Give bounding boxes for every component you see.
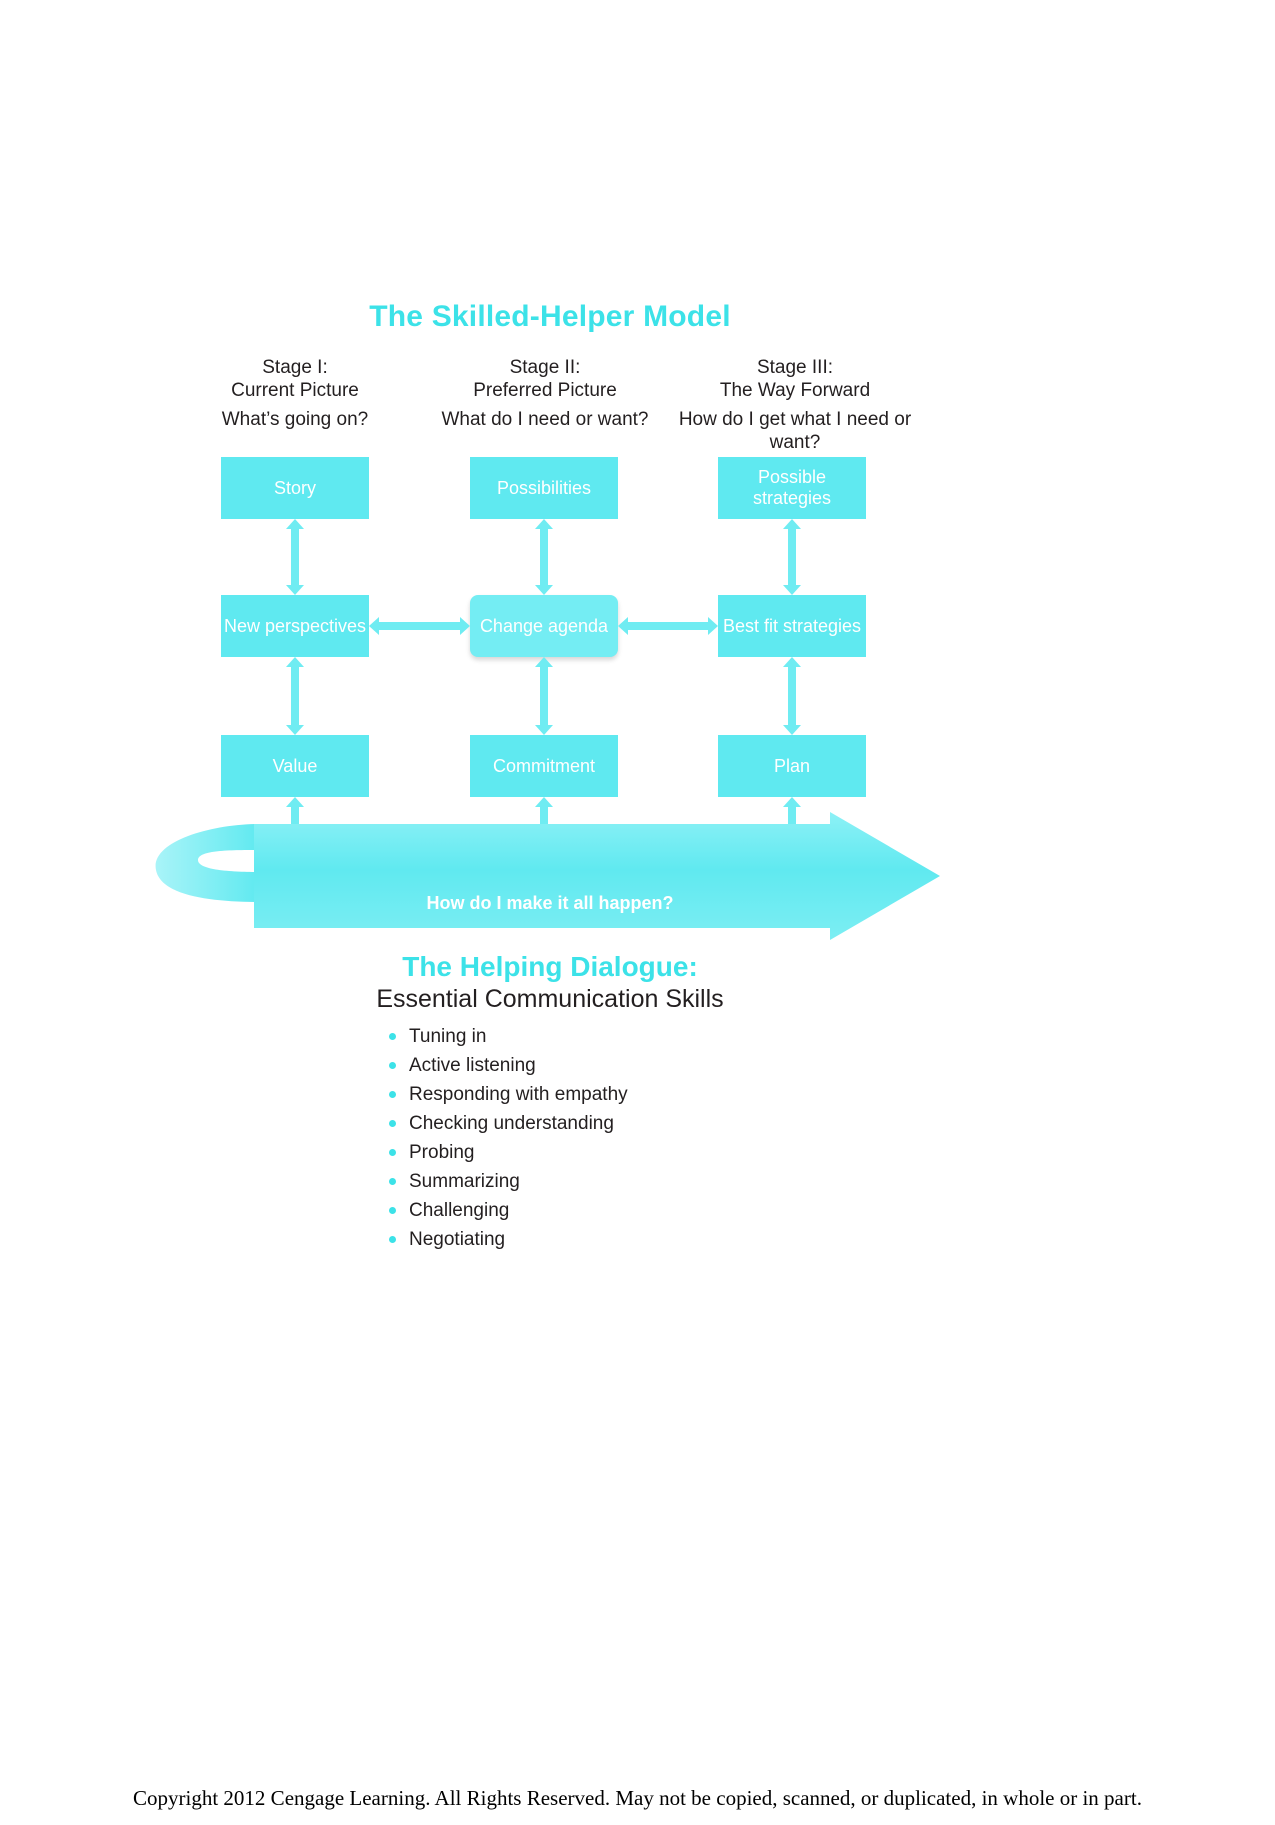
node-possible-strategies: Possible strategies <box>718 457 866 519</box>
stage-name-3: The Way Forward <box>719 380 871 401</box>
ribbon-tail <box>156 824 260 902</box>
list-item <box>385 1167 805 1196</box>
arrow-head-down-icon <box>286 725 304 735</box>
stage-question-1: What’s going on? <box>221 409 369 430</box>
arrow-head-right-icon <box>460 617 470 635</box>
stage-question-2: What do I need or want? <box>441 409 649 430</box>
node-story: Story <box>221 457 369 519</box>
ribbon-body <box>254 812 940 940</box>
skills-list <box>385 1022 805 1254</box>
copyright-footer: Copyright 2012 Cengage Learning. All Rights Reserved. May not be copied, scanned, or duplicated, in whole or in part. <box>133 1786 1142 1810</box>
arrow-possiblestrategies-bestfit <box>783 519 801 595</box>
ribbon-arrow-shape <box>150 812 950 952</box>
arrow-head-down-icon <box>783 585 801 595</box>
arrow-story-newperspectives <box>286 519 304 595</box>
arrow-shaft <box>788 666 796 726</box>
stage-label-3: Stage III: <box>756 357 834 378</box>
stage-question-3: How do I get what I need or want? <box>678 409 912 453</box>
ribbon-arrow <box>150 812 950 952</box>
skill-label: Probing <box>409 1142 475 1163</box>
node-possibilities: Possibilities <box>470 457 618 519</box>
skill-label: Responding with empathy <box>409 1084 628 1105</box>
arrow-shaft <box>540 528 548 586</box>
arrow-shaft <box>627 622 709 630</box>
node-commitment: Commitment <box>470 735 618 797</box>
list-item <box>385 1022 805 1051</box>
arrow-head-right-icon <box>708 617 718 635</box>
arrow-head-down-icon <box>783 725 801 735</box>
arrow-newperspectives-changeagenda <box>369 617 470 635</box>
arrow-changeagenda-bestfit <box>618 617 718 635</box>
dialogue-title: The Helping Dialogue: <box>402 951 698 982</box>
arrow-shaft <box>540 666 548 726</box>
node-plan: Plan <box>718 735 866 797</box>
list-item <box>385 1051 805 1080</box>
arrow-shaft <box>788 528 796 586</box>
arrow-head-down-icon <box>286 585 304 595</box>
bullet-icon <box>389 1178 396 1185</box>
list-item <box>385 1138 805 1167</box>
dialogue-subtitle: Essential Communication Skills <box>376 985 724 1013</box>
node-value: Value <box>221 735 369 797</box>
stage-header-1 <box>180 356 410 431</box>
bullet-icon <box>389 1236 396 1243</box>
list-item <box>385 1225 805 1254</box>
bullet-icon <box>389 1091 396 1098</box>
bullet-icon <box>389 1033 396 1040</box>
skill-label: Active listening <box>409 1055 536 1076</box>
skill-label: Challenging <box>409 1200 510 1221</box>
stage-label-2: Stage II: <box>509 357 581 378</box>
list-item <box>385 1109 805 1138</box>
skill-label: Tuning in <box>409 1026 487 1047</box>
ribbon-label: How do I make it all happen? <box>426 893 674 913</box>
stage-label-1: Stage I: <box>262 357 328 378</box>
skill-label: Summarizing <box>409 1171 520 1192</box>
bullet-icon <box>389 1062 396 1069</box>
node-change-agenda: Change agenda <box>470 595 618 657</box>
stage-name-2: Preferred Picture <box>473 380 617 401</box>
node-best-fit-strategies: Best fit strategies <box>718 595 866 657</box>
list-item <box>385 1080 805 1109</box>
list-item <box>385 1196 805 1225</box>
arrow-bestfit-plan <box>783 657 801 735</box>
arrow-possibilities-changeagenda <box>535 519 553 595</box>
stage-header-2 <box>420 356 670 431</box>
arrow-head-down-icon <box>535 725 553 735</box>
arrow-shaft <box>291 666 299 726</box>
arrow-newperspectives-value <box>286 657 304 735</box>
skill-label: Checking understanding <box>409 1113 614 1134</box>
arrow-head-down-icon <box>535 585 553 595</box>
arrow-shaft <box>378 622 461 630</box>
page-title: The Skilled-Helper Model <box>369 300 731 333</box>
arrow-changeagenda-commitment <box>535 657 553 735</box>
stage-name-1: Current Picture <box>231 380 359 401</box>
node-new-perspectives: New perspectives <box>221 595 369 657</box>
stage-header-3 <box>672 356 918 454</box>
arrow-shaft <box>291 528 299 586</box>
bullet-icon <box>389 1149 396 1156</box>
skill-label: Negotiating <box>409 1229 506 1250</box>
bullet-icon <box>389 1207 396 1214</box>
bullet-icon <box>389 1120 396 1127</box>
